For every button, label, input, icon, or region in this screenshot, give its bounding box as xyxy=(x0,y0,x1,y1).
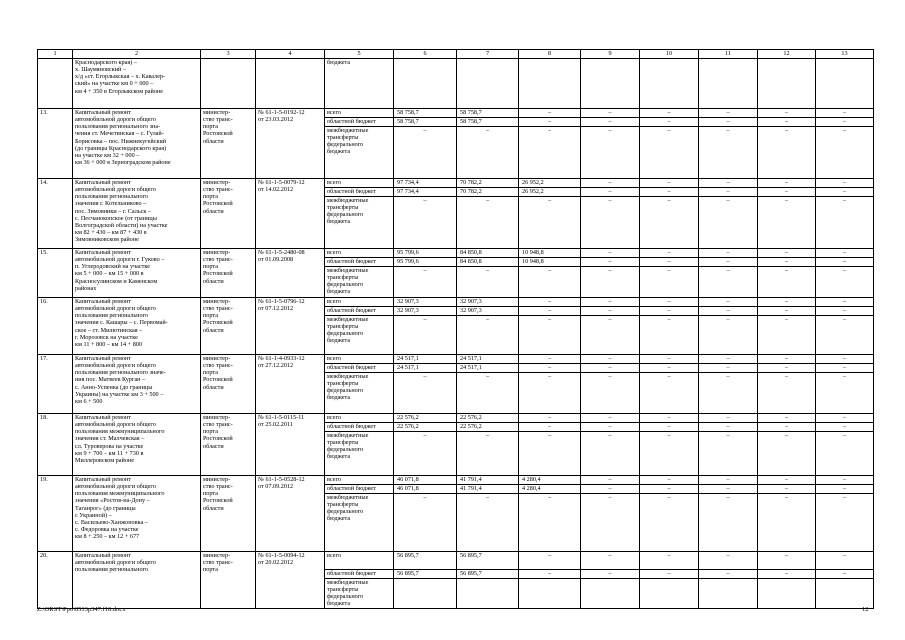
amount-cell: – xyxy=(816,316,874,355)
amount-cell: – xyxy=(581,355,640,364)
amount-cell: – xyxy=(758,197,816,249)
amount-cell: – xyxy=(640,355,699,364)
object-name: Капитальный ремонт автомобильной дороги общего пользования межмуниципального значения «Ростов-на-Дону – Таганрог» (до границы с Украиной) – с. Васильево-Ханжоновка – с. Федоровка на участке км 8 + 250 – км 12 + 677 xyxy=(73,476,201,552)
object-name: Капитальный ремонт автомобильной дороги общего пользования регионального значения г. Котельниково – пос. Зимовники – г. Сальск – с. Песчанокопское (от границы Волгоградской области) на участке км 82 + 430 – км 87 + 430 в Зимовниковском районе xyxy=(73,179,201,249)
amount-cell: – xyxy=(816,485,874,494)
customer: министер- ство транс- порта Ростовской области xyxy=(201,414,256,476)
amount-cell xyxy=(640,579,699,609)
amount-cell: 84 850,8 xyxy=(457,249,519,258)
amount-cell: – xyxy=(699,298,758,307)
amount-cell: – xyxy=(758,188,816,197)
object-name: Капитальный ремонт автомобильной дороги общего пользования межмуниципального значения ст. Малчевская – сл. Туроверова на участке км 9 + 700 – км 11 + 730 в Миллеровском районе xyxy=(73,414,201,476)
amount-cell: – xyxy=(581,476,640,485)
amount-cell: – xyxy=(699,552,758,570)
amount-cell: – xyxy=(519,316,581,355)
amount-cell: – xyxy=(640,197,699,249)
amount-cell: – xyxy=(519,197,581,249)
amount-cell: – xyxy=(758,127,816,179)
funding-source: бюджета xyxy=(325,59,394,109)
amount-cell: – xyxy=(640,423,699,432)
amount-cell: – xyxy=(699,355,758,364)
amount-cell: – xyxy=(394,373,457,414)
amount-cell: – xyxy=(457,316,519,355)
amount-cell: – xyxy=(640,316,699,355)
amount-cell: – xyxy=(581,485,640,494)
amount-cell: – xyxy=(640,432,699,476)
amount-cell: – xyxy=(457,267,519,298)
amount-cell: – xyxy=(581,316,640,355)
amount-cell: – xyxy=(816,298,874,307)
amount-cell: – xyxy=(699,188,758,197)
amount-cell: – xyxy=(699,485,758,494)
amount-cell: – xyxy=(816,179,874,188)
funding-source: всего xyxy=(325,355,394,364)
amount-cell: – xyxy=(581,552,640,570)
table-row xyxy=(38,249,874,258)
amount-cell: – xyxy=(758,570,816,579)
amount-cell: – xyxy=(699,197,758,249)
amount-cell: – xyxy=(816,118,874,127)
amount-cell: – xyxy=(581,432,640,476)
amount-cell: – xyxy=(640,476,699,485)
expertise-number: № 61-1-5-0094-12 от 20.02.2012 xyxy=(256,552,325,609)
amount-cell: – xyxy=(581,249,640,258)
funding-source: областной бюджет xyxy=(325,423,394,432)
funding-source: межбюджетные трансферты федерального бюджета xyxy=(325,432,394,476)
amount-cell: – xyxy=(758,355,816,364)
col-header: 7 xyxy=(457,50,519,59)
customer: министер- ство транс- порта Ростовской области xyxy=(201,179,256,249)
funding-source: областной бюджет xyxy=(325,258,394,267)
amount-cell: – xyxy=(816,307,874,316)
amount-cell: – xyxy=(519,373,581,414)
amount-cell: – xyxy=(699,476,758,485)
amount-cell: – xyxy=(699,249,758,258)
amount-cell: – xyxy=(699,267,758,298)
amount-cell: – xyxy=(699,258,758,267)
amount-cell: – xyxy=(581,298,640,307)
object-name: Краснодарского края) – х. Шаумяновский – х/д «ст. Егорлыкская – х. Кавалер- ский» на участке км 0 + 000 – км 4 + 350 в Егорлыкском районе xyxy=(73,59,201,109)
amount-cell: 56 895,7 xyxy=(394,552,457,570)
row-number: 19. xyxy=(38,476,73,552)
funding-source: всего xyxy=(325,414,394,423)
amount-cell: – xyxy=(640,258,699,267)
row-number: 17. xyxy=(38,355,73,414)
amount-cell: – xyxy=(816,570,874,579)
customer: министер- ство транс- порта Ростовской области xyxy=(201,109,256,179)
amount-cell: – xyxy=(640,364,699,373)
amount-cell: – xyxy=(816,552,874,570)
amount-cell: 41 791,4 xyxy=(457,485,519,494)
amount-cell: – xyxy=(699,118,758,127)
amount-cell: 70 782,2 xyxy=(457,188,519,197)
amount-cell: – xyxy=(758,494,816,552)
funding-source: областной бюджет xyxy=(325,570,394,579)
amount-cell: – xyxy=(581,570,640,579)
amount-cell: – xyxy=(816,355,874,364)
amount-cell: 22 576,2 xyxy=(457,414,519,423)
expertise-number: № 61-1-5-0079-12 от 14.02.2012 xyxy=(256,179,325,249)
col-header: 4 xyxy=(256,50,325,59)
amount-cell: – xyxy=(640,373,699,414)
amount-cell: – xyxy=(758,307,816,316)
amount-cell: – xyxy=(394,432,457,476)
amount-cell: – xyxy=(699,423,758,432)
amount-cell: – xyxy=(519,355,581,364)
amount-cell: – xyxy=(699,316,758,355)
amount-cell: – xyxy=(519,298,581,307)
amount-cell: 58 758,7 xyxy=(457,118,519,127)
amount-cell: – xyxy=(581,307,640,316)
amount-cell: – xyxy=(581,258,640,267)
amount-cell: 4 280,4 xyxy=(519,476,581,485)
page-number: 12 xyxy=(862,606,869,613)
amount-cell: – xyxy=(457,432,519,476)
table-row xyxy=(38,298,874,307)
amount-cell: – xyxy=(581,364,640,373)
customer: министер- ство транс- порта xyxy=(201,552,256,609)
amount-cell: 22 576,2 xyxy=(457,423,519,432)
amount-cell: – xyxy=(519,267,581,298)
amount-cell: – xyxy=(581,127,640,179)
amount-cell: – xyxy=(640,179,699,188)
amount-cell: 32 907,3 xyxy=(394,298,457,307)
amount-cell: – xyxy=(581,373,640,414)
amount-cell: – xyxy=(816,423,874,432)
amount-cell: – xyxy=(581,494,640,552)
amount-cell: – xyxy=(581,267,640,298)
amount-cell: 56 895,7 xyxy=(457,552,519,570)
amount-cell xyxy=(816,579,874,609)
table-row xyxy=(38,414,874,423)
amount-cell: – xyxy=(699,494,758,552)
amount-cell: – xyxy=(699,307,758,316)
amount-cell: 22 576,2 xyxy=(394,414,457,423)
amount-cell: – xyxy=(758,373,816,414)
row-number: 14. xyxy=(38,179,73,249)
expertise-number: № 61-1-5-0115-11 от 25.02.2011 xyxy=(256,414,325,476)
amount-cell: – xyxy=(758,267,816,298)
amount-cell: – xyxy=(640,267,699,298)
amount-cell: – xyxy=(816,414,874,423)
amount-cell: – xyxy=(640,307,699,316)
funding-source: областной бюджет xyxy=(325,485,394,494)
funding-source: межбюджетные трансферты федерального бюджета xyxy=(325,316,394,355)
amount-cell: – xyxy=(581,423,640,432)
row-number: 13. xyxy=(38,109,73,179)
amount-cell: – xyxy=(640,552,699,570)
customer: министер- ство транс- порта Ростовской области xyxy=(201,298,256,355)
amount-cell: – xyxy=(457,127,519,179)
amount-cell xyxy=(758,579,816,609)
amount-cell: – xyxy=(758,432,816,476)
amount-cell: – xyxy=(758,249,816,258)
amount-cell: 4 280,4 xyxy=(519,485,581,494)
amount-cell: 32 907,3 xyxy=(457,298,519,307)
amount-cell: – xyxy=(457,373,519,414)
amount-cell: – xyxy=(581,179,640,188)
amount-cell: 32 907,3 xyxy=(394,307,457,316)
amount-cell: – xyxy=(758,258,816,267)
amount-cell: – xyxy=(581,118,640,127)
amount-cell: – xyxy=(640,127,699,179)
amount-cell: – xyxy=(699,373,758,414)
table-body xyxy=(38,50,874,609)
amount-cell: – xyxy=(581,197,640,249)
amount-cell: – xyxy=(758,179,816,188)
col-header: 13 xyxy=(816,50,874,59)
amount-cell: 24 517,1 xyxy=(457,355,519,364)
amount-cell: 70 782,2 xyxy=(457,179,519,188)
col-header: 5 xyxy=(325,50,394,59)
funding-source: областной бюджет xyxy=(325,364,394,373)
amount-cell: 26 952,2 xyxy=(519,188,581,197)
amount-cell: 24 517,1 xyxy=(394,364,457,373)
funding-source: межбюджетные трансферты федерального бюджета xyxy=(325,494,394,552)
table-row xyxy=(38,552,874,570)
amount-cell: – xyxy=(394,127,457,179)
amount-cell: – xyxy=(394,316,457,355)
amount-cell: 46 071,8 xyxy=(394,476,457,485)
amount-cell: – xyxy=(699,570,758,579)
amount-cell: – xyxy=(581,188,640,197)
amount-cell: – xyxy=(758,476,816,485)
amount-cell: – xyxy=(699,414,758,423)
amount-cell xyxy=(394,579,457,609)
amount-cell: 97 734,4 xyxy=(394,188,457,197)
amount-cell: 58 758,7 xyxy=(394,118,457,127)
row-number: 20. xyxy=(38,552,73,609)
amount-cell: – xyxy=(519,109,581,118)
expertise-number: № 61-1-4-0933-12 от 27.12.2012 xyxy=(256,355,325,414)
col-header: 9 xyxy=(581,50,640,59)
row-number: 18. xyxy=(38,414,73,476)
amount-cell: 97 734,4 xyxy=(394,179,457,188)
funding-source: всего xyxy=(325,109,394,118)
funding-source: областной бюджет xyxy=(325,307,394,316)
header-row xyxy=(38,50,874,59)
amount-cell: – xyxy=(816,476,874,485)
object-name: Капитальный ремонт автомобильной дороги г. Гуково – п. Углеродовский на участке км 5 + 000 – км 15 + 000 в Красносулинском и Каменском районах xyxy=(73,249,201,298)
amount-cell: – xyxy=(816,267,874,298)
expertise-number: № 61-1-5-0192-12 от 23.03.2012 xyxy=(256,109,325,179)
amount-cell: – xyxy=(816,432,874,476)
amount-cell: – xyxy=(519,127,581,179)
funding-source: межбюджетные трансферты федерального бюджета xyxy=(325,267,394,298)
amount-cell: – xyxy=(699,364,758,373)
amount-cell: – xyxy=(519,364,581,373)
amount-cell: – xyxy=(519,552,581,570)
amount-cell: – xyxy=(457,197,519,249)
funding-source: всего xyxy=(325,476,394,485)
amount-cell: – xyxy=(816,364,874,373)
col-header: 8 xyxy=(519,50,581,59)
amount-cell: – xyxy=(699,127,758,179)
amount-cell xyxy=(519,579,581,609)
amount-cell: – xyxy=(640,298,699,307)
amount-cell: 10 948,8 xyxy=(519,249,581,258)
amount-cell: – xyxy=(816,109,874,118)
amount-cell xyxy=(581,579,640,609)
amount-cell: – xyxy=(581,414,640,423)
col-header: 1 xyxy=(38,50,73,59)
amount-cell: – xyxy=(758,423,816,432)
amount-cell: – xyxy=(581,109,640,118)
customer: министер- ство транс- порта Ростовской области xyxy=(201,476,256,552)
amount-cell: 41 791,4 xyxy=(457,476,519,485)
amount-cell: 46 071,8 xyxy=(394,485,457,494)
amount-cell: – xyxy=(640,188,699,197)
amount-cell: 84 850,8 xyxy=(457,258,519,267)
table-row xyxy=(38,179,874,188)
amount-cell: – xyxy=(758,364,816,373)
funding-source: межбюджетные трансферты федерального бюджета xyxy=(325,127,394,179)
amount-cell: 58 758,7 xyxy=(394,109,457,118)
amount-cell: 22 576,2 xyxy=(394,423,457,432)
amount-cell: – xyxy=(758,109,816,118)
amount-cell: – xyxy=(816,494,874,552)
amount-cell: – xyxy=(519,423,581,432)
object-name: Капитальный ремонт автомобильной дороги общего пользования регионального зна- чения ст. Мечетинская – с. Гулай- Борисовка – пос. Нижнекугейский (до границы Краснодарского края) на участке км 32 + 000 – км 36 + 000 в Зерноградском районе xyxy=(73,109,201,179)
investment-table xyxy=(37,49,874,609)
amount-cell: – xyxy=(758,298,816,307)
amount-cell: – xyxy=(519,118,581,127)
table-row xyxy=(38,476,874,485)
col-header: 10 xyxy=(640,50,699,59)
customer: министер- ство транс- порта Ростовской области xyxy=(201,249,256,298)
amount-cell: – xyxy=(758,414,816,423)
amount-cell: – xyxy=(758,552,816,570)
col-header: 3 xyxy=(201,50,256,59)
table-row-continued xyxy=(38,59,874,109)
amount-cell: 56 895,7 xyxy=(394,570,457,579)
amount-cell: – xyxy=(519,494,581,552)
amount-cell: 24 517,1 xyxy=(394,355,457,364)
amount-cell: – xyxy=(699,432,758,476)
amount-cell: – xyxy=(519,307,581,316)
amount-cell: – xyxy=(640,249,699,258)
amount-cell: – xyxy=(816,249,874,258)
footer-file-path: Z:\ORST\Ppo\0513p347.f16.docx xyxy=(37,606,126,613)
amount-cell: – xyxy=(699,179,758,188)
amount-cell: 32 907,3 xyxy=(457,307,519,316)
amount-cell: – xyxy=(816,197,874,249)
expertise-number: № 61-1-5-0528-12 от 07.09.2012 xyxy=(256,476,325,552)
amount-cell: 95 799,6 xyxy=(394,249,457,258)
amount-cell: – xyxy=(394,494,457,552)
funding-source: межбюджетные трансферты федерального бюджета xyxy=(325,373,394,414)
amount-cell: – xyxy=(519,570,581,579)
funding-source: всего xyxy=(325,249,394,258)
amount-cell: – xyxy=(394,267,457,298)
amount-cell: – xyxy=(758,118,816,127)
amount-cell: – xyxy=(640,118,699,127)
amount-cell: – xyxy=(816,188,874,197)
amount-cell: – xyxy=(758,485,816,494)
amount-cell: – xyxy=(816,258,874,267)
table-row xyxy=(38,109,874,118)
amount-cell: – xyxy=(394,197,457,249)
amount-cell: – xyxy=(816,127,874,179)
amount-cell: 10 948,8 xyxy=(519,258,581,267)
amount-cell: 24 517,1 xyxy=(457,364,519,373)
col-header: 12 xyxy=(758,50,816,59)
expertise-number: № 61-1-5-2480-08 от 01.09.2008 xyxy=(256,249,325,298)
amount-cell: – xyxy=(640,485,699,494)
funding-source: областной бюджет xyxy=(325,188,394,197)
amount-cell: – xyxy=(640,109,699,118)
row-number: 15. xyxy=(38,249,73,298)
amount-cell xyxy=(699,579,758,609)
amount-cell: – xyxy=(519,414,581,423)
col-header: 2 xyxy=(73,50,201,59)
table-row xyxy=(38,355,874,364)
funding-source: всего xyxy=(325,552,394,570)
amount-cell: – xyxy=(640,570,699,579)
amount-cell: – xyxy=(640,414,699,423)
amount-cell: – xyxy=(457,494,519,552)
col-header: 6 xyxy=(394,50,457,59)
amount-cell: – xyxy=(758,316,816,355)
object-name: Капитальный ремонт автомобильной дороги общего пользования регионального значе- ния пос. Матвеев Курган – с. Анно-Успенка (до границы Украины) на участке км 3 + 500 – км 6 + 500 xyxy=(73,355,201,414)
amount-cell: 58 758,7 xyxy=(457,109,519,118)
customer: министер- ство транс- порта Ростовской области xyxy=(201,355,256,414)
amount-cell: – xyxy=(640,494,699,552)
amount-cell: – xyxy=(519,432,581,476)
funding-source: всего xyxy=(325,298,394,307)
funding-source: межбюджетные трансферты федерального бюджета xyxy=(325,579,394,609)
amount-cell: 95 799,6 xyxy=(394,258,457,267)
amount-cell: – xyxy=(699,109,758,118)
col-header: 11 xyxy=(699,50,758,59)
row-number: 16. xyxy=(38,298,73,355)
funding-source: межбюджетные трансферты федерального бюджета xyxy=(325,197,394,249)
amount-cell xyxy=(457,579,519,609)
funding-source: всего xyxy=(325,179,394,188)
object-name: Капитальный ремонт автомобильной дороги общего пользования регионального значения с. Кашары – с. Первомай- ское – ст. Милютинская – г. Морозовск на участке км 11 + 800 – км 14 + 800 xyxy=(73,298,201,355)
expertise-number: № 61-1-5-0796-12 от 07.12.2012 xyxy=(256,298,325,355)
object-name: Капитальный ремонт автомобильной дороги общего пользования регионального xyxy=(73,552,201,609)
amount-cell: 26 952,2 xyxy=(519,179,581,188)
amount-cell: – xyxy=(816,373,874,414)
funding-source: областной бюджет xyxy=(325,118,394,127)
amount-cell: 56 895,7 xyxy=(457,570,519,579)
